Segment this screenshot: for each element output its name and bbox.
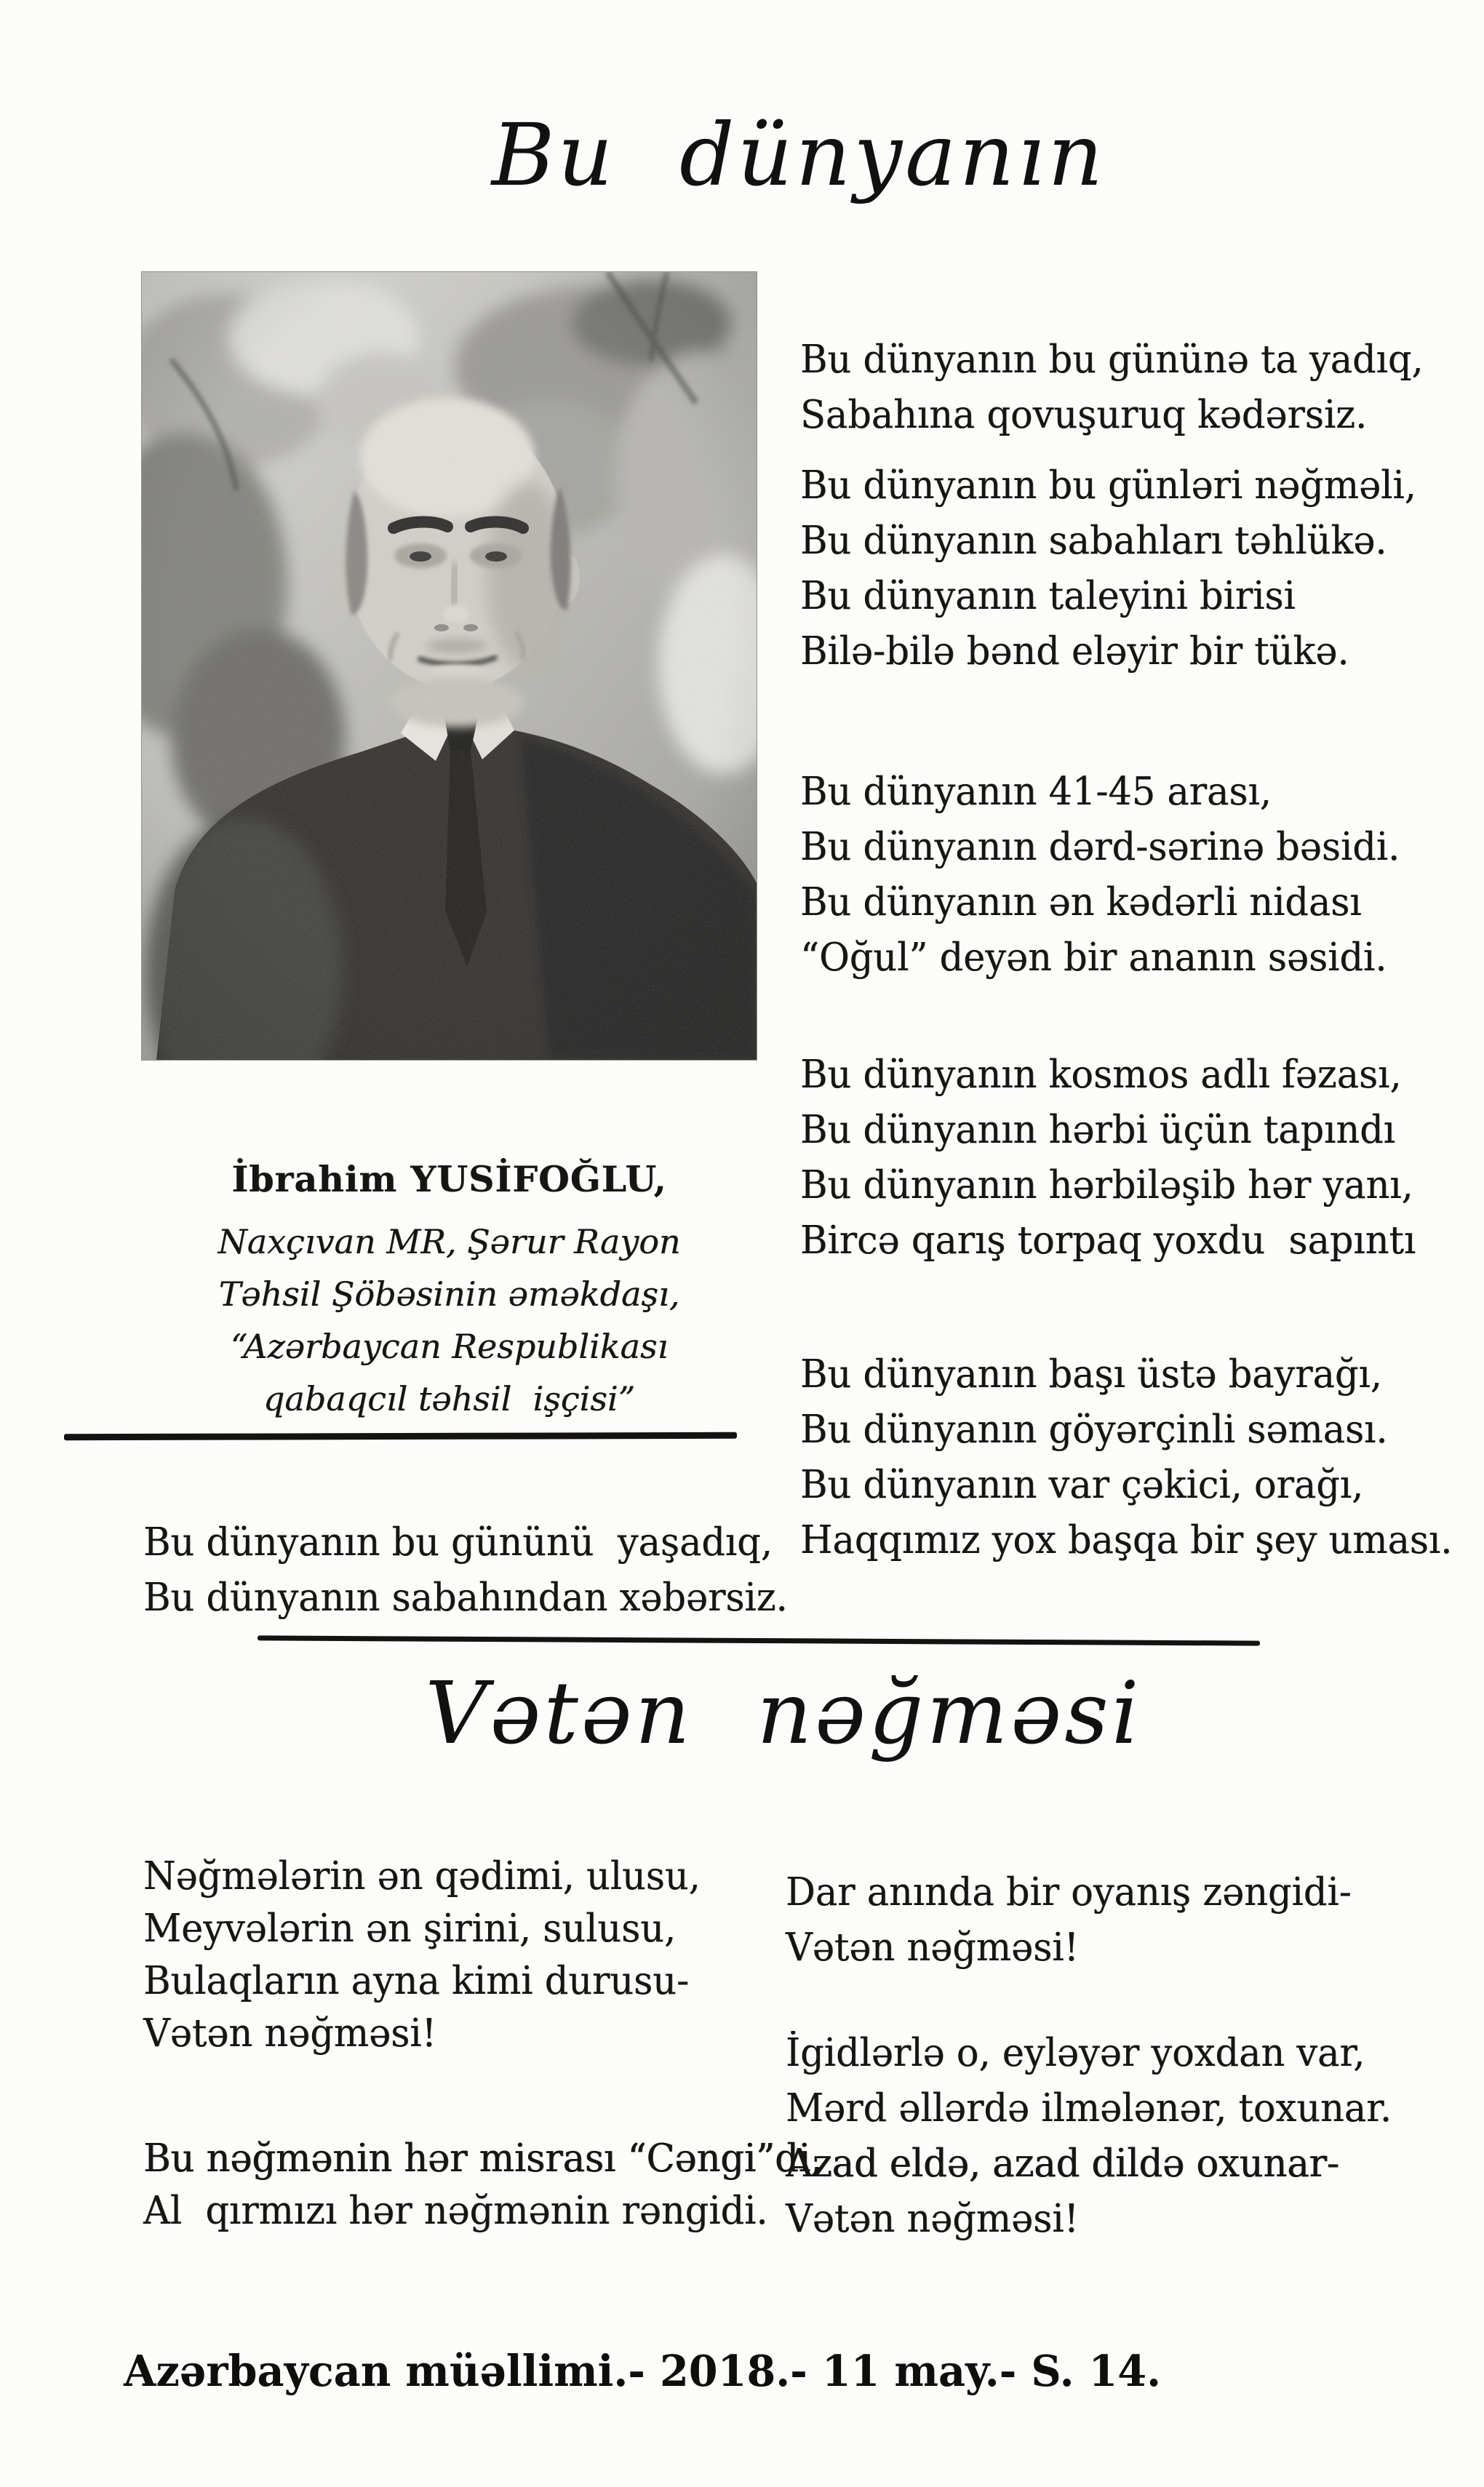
poem-line: Meyvələrin ən şirini, sulusu, (143, 1907, 677, 1951)
poem1-stanza-2 (800, 458, 1416, 679)
poem-line: Azad eldə, azad dildə oxunar- (786, 2141, 1339, 2186)
poem1-stanza-5 (800, 1347, 1452, 1568)
poem-line: Bu dünyanın sabahından xəbərsiz. (143, 1576, 788, 1620)
poem1-stanza-3 (800, 765, 1400, 986)
poem-line: İgidlərlə o, eyləyər yoxdan var, (786, 2031, 1365, 2075)
poem-line: Bu dünyanın var çəkici, orağı, (800, 1463, 1364, 1507)
poem-line: Bu dünyanın bu gününə ta yadıq, (800, 338, 1424, 382)
poem-line: Sabahına qovuşuruq kədərsiz. (800, 393, 1368, 437)
poem-line: “Oğul” deyən bir ananın səsidi. (800, 935, 1387, 980)
poem-line: Vətən nəğməsi! (786, 2197, 1080, 2241)
poem-line: Vətən nəğməsi! (786, 1925, 1080, 1970)
article1-title: Bu dünyanın (491, 105, 1106, 205)
poem1-stanza-1 (800, 332, 1424, 443)
poem-line: Bu dünyanın taleyini birisi (800, 574, 1296, 618)
poem-line: Bu dünyanın hərbi üçün tapındı (800, 1108, 1395, 1152)
caption-line: qabaqcıl təhsil işçisi” (263, 1379, 636, 1418)
caption-line: “Azərbaycan Respublikası (230, 1327, 669, 1366)
poem-line: Nəğmələrin ən qədimi, ulusu, (143, 1854, 701, 1899)
poem-line: Bu dünyanın bu günləri nəğməli, (800, 463, 1416, 508)
poem-line: Vətən nəğməsi! (143, 2011, 437, 2056)
poem-line: Bu dünyanın göyərçinli səması. (800, 1408, 1388, 1452)
poem-line: Bu dünyanın 41-45 arası, (800, 770, 1272, 814)
poem2-left-stanza-1 (143, 1851, 701, 2060)
poem2-left-stanza-2 (143, 2133, 822, 2237)
poem-line: Haqqımız yox başqa bir şey uması. (800, 1518, 1453, 1562)
section-divider-rule (258, 1635, 1260, 1645)
caption-line: Naxçıvan MR, Şərur Rayon (218, 1222, 681, 1261)
poem2-right-stanza-2 (786, 2026, 1392, 2247)
poem-line: Bu dünyanın ən kədərli nidası (800, 880, 1362, 925)
portrait-photo-image (142, 272, 757, 1060)
poem1-stanza-4 (800, 1047, 1416, 1269)
caption-author-name: İbrahim YUSİFOĞLU, (231, 1158, 667, 1200)
poem-line: Bu dünyanın bu gününü yaşadıq, (143, 1520, 773, 1565)
poem-line: Al qırmızı hər nəğmənin rəngidi. (143, 2189, 768, 2233)
poem-line: Bircə qarış torpaq yoxdu sapıntı (800, 1218, 1416, 1263)
poem-line: Bulaqların ayna kimi durusu- (143, 1959, 690, 2003)
poem-line: Bu dünyanın kosmos adlı fəzası, (800, 1053, 1402, 1097)
caption-line: Təhsil Şöbəsinin əməkdaşı, (218, 1274, 680, 1314)
photo-caption (109, 1159, 789, 1425)
article2-title: Vətən nəğməsi (425, 1663, 1142, 1763)
poem-line: Bilə-bilə bənd eləyir bir tükə. (800, 629, 1349, 674)
footer-citation: Azərbaycan müəllimi.- 2018.- 11 may.- S. 14. (124, 2346, 1162, 2396)
poem-line: Bu dünyanın hərbiləşib hər yanı, (800, 1163, 1413, 1207)
caption-divider-rule (64, 1432, 737, 1440)
poem-line: Bu nəğmənin hər misrası “Cəngi”di, (143, 2136, 823, 2181)
poem2-right-stanza-1 (786, 1865, 1352, 1976)
poem-line: Mərd əllərdə ilmələnər, toxunar. (786, 2086, 1392, 2131)
poem-line: Dar anında bir oyanış zəngidi- (786, 1870, 1352, 1915)
poem-line: Bu dünyanın başı üstə bayrağı, (800, 1352, 1382, 1397)
poem1-left-verse (143, 1515, 788, 1626)
portrait-photo (142, 272, 757, 1060)
poem-line: Bu dünyanın dərd-sərinə bəsidi. (800, 825, 1400, 869)
poem-line: Bu dünyanın sabahları təhlükə. (800, 519, 1387, 563)
